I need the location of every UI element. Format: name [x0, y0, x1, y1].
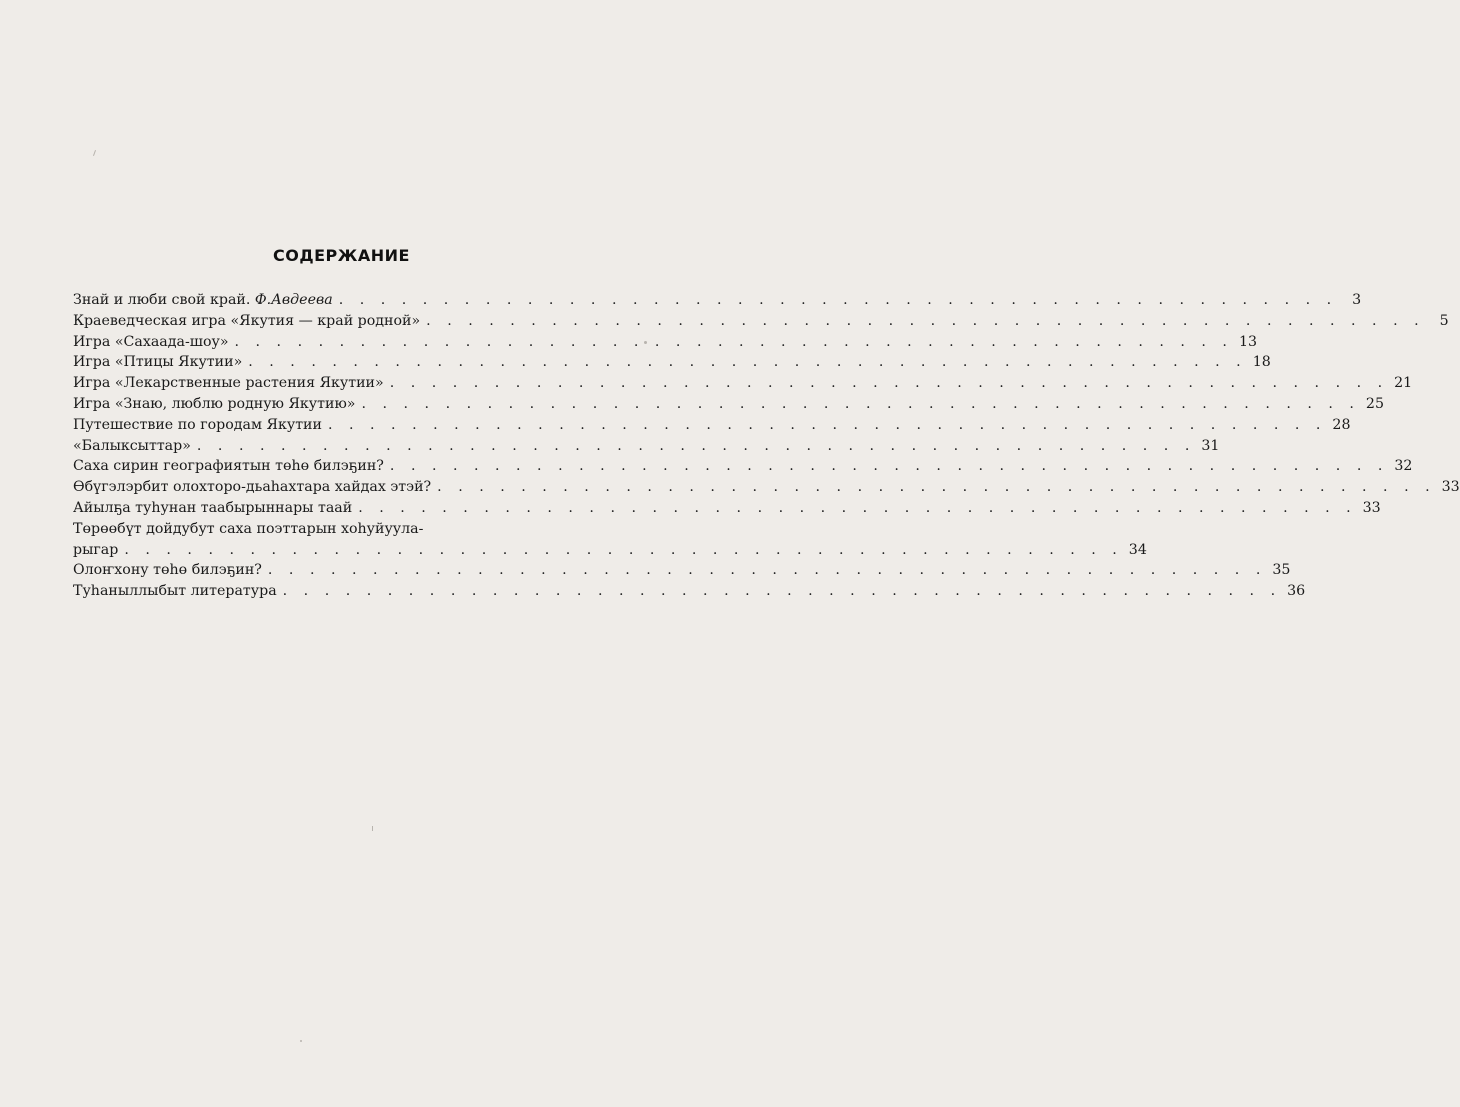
- dot-leader: [197, 436, 1195, 457]
- dot-leader: [248, 352, 1246, 373]
- page-title: СОДЕРЖАНИЕ: [273, 246, 410, 265]
- toc-entry: [73, 332, 1258, 353]
- toc-entry: [73, 290, 1362, 311]
- toc-entry: [73, 373, 1413, 394]
- toc-page-number: 3: [1352, 292, 1362, 308]
- toc-page-number: 35: [1272, 562, 1291, 579]
- toc-entry: [73, 581, 1306, 602]
- toc-entry-wrapped: [73, 519, 1147, 561]
- dot-leader: [268, 560, 1266, 581]
- dot-leader: [235, 332, 1233, 353]
- toc-entry-title: Туһаныллыбыт литература: [73, 583, 277, 600]
- toc-entry: [73, 311, 1449, 332]
- toc-page-number: 25: [1365, 395, 1384, 412]
- dot-leader: [339, 290, 1337, 311]
- toc-page-number: 36: [1287, 583, 1306, 600]
- dot-leader: [390, 456, 1388, 477]
- toc-entry: [73, 498, 1381, 519]
- toc-page-number: 13: [1238, 333, 1258, 350]
- toc-page-number: 33: [1362, 499, 1381, 516]
- toc-entry-title: Айылҕа туһунан таабырыннары таай: [73, 499, 353, 516]
- paper-speck: [372, 826, 373, 831]
- dot-leader: [437, 477, 1435, 498]
- toc-entry-title-cont: рыгар: [73, 541, 119, 558]
- dot-leader: [358, 498, 1356, 519]
- toc-page-number: 18: [1252, 354, 1271, 371]
- toc-entry: [73, 352, 1271, 373]
- toc-entry-title: Краеведческая игра «Якутия — край родной»: [73, 312, 421, 329]
- dot-leader: [283, 581, 1281, 602]
- toc-page-number: 32: [1394, 458, 1413, 475]
- toc-entry: [73, 519, 1147, 561]
- dot-leader: [328, 415, 1326, 436]
- table-of-contents: [73, 290, 1460, 602]
- toc-entry-continuation: [73, 540, 1147, 561]
- toc-page-number: 21: [1394, 375, 1413, 392]
- toc-entry: [73, 456, 1413, 477]
- toc-page-number: 34: [1128, 541, 1147, 558]
- toc-entry-title: Саха сирин географиятын төһө билэҕин?: [73, 458, 384, 475]
- toc-page-number: 33: [1441, 479, 1460, 496]
- toc-page-number: 31: [1201, 437, 1220, 454]
- toc-entry-title: Игра «Птицы Якутии»: [73, 354, 243, 371]
- toc-page-number: 5: [1439, 312, 1449, 329]
- toc-entry-title: Путешествие по городам Якутии: [73, 416, 322, 433]
- dot-leader: [361, 394, 1359, 415]
- paper-speck: [300, 1040, 302, 1042]
- dot-leader: [426, 311, 1424, 332]
- toc-entry: [73, 436, 1220, 457]
- dot-leader: [124, 540, 1122, 561]
- dot-leader: [390, 373, 1388, 394]
- toc-entry-title: Олоҥхону төһө билэҕин?: [73, 562, 262, 579]
- toc-page-number: 28: [1332, 416, 1351, 433]
- toc-entry-title: Игра «Знаю, люблю родную Якутию»: [73, 395, 356, 412]
- toc-entry: [73, 477, 1460, 498]
- toc-entry: [73, 394, 1384, 415]
- toc-entry-title: Игра «Сахаада-шоу»: [73, 333, 229, 350]
- toc-entry: [73, 415, 1351, 436]
- toc-entry-author: Ф.Авдеева: [254, 292, 333, 308]
- toc-entry-title: «Балыксыттар»: [73, 437, 191, 454]
- toc-entry-title: Төрөөбүт дойдубут саха поэттарын хоһуйуула-: [73, 520, 424, 537]
- paper-speck: [93, 150, 96, 156]
- toc-entry-title: Игра «Лекарственные растения Якутии»: [73, 375, 384, 392]
- toc-entry: [73, 560, 1291, 581]
- toc-entry-title: Өбүгэлэрбит олохторо-дьаһахтара хайдах этэй?: [73, 479, 432, 496]
- toc-entry-title: Знай и люби свой край. Ф.Авдеева: [73, 292, 333, 308]
